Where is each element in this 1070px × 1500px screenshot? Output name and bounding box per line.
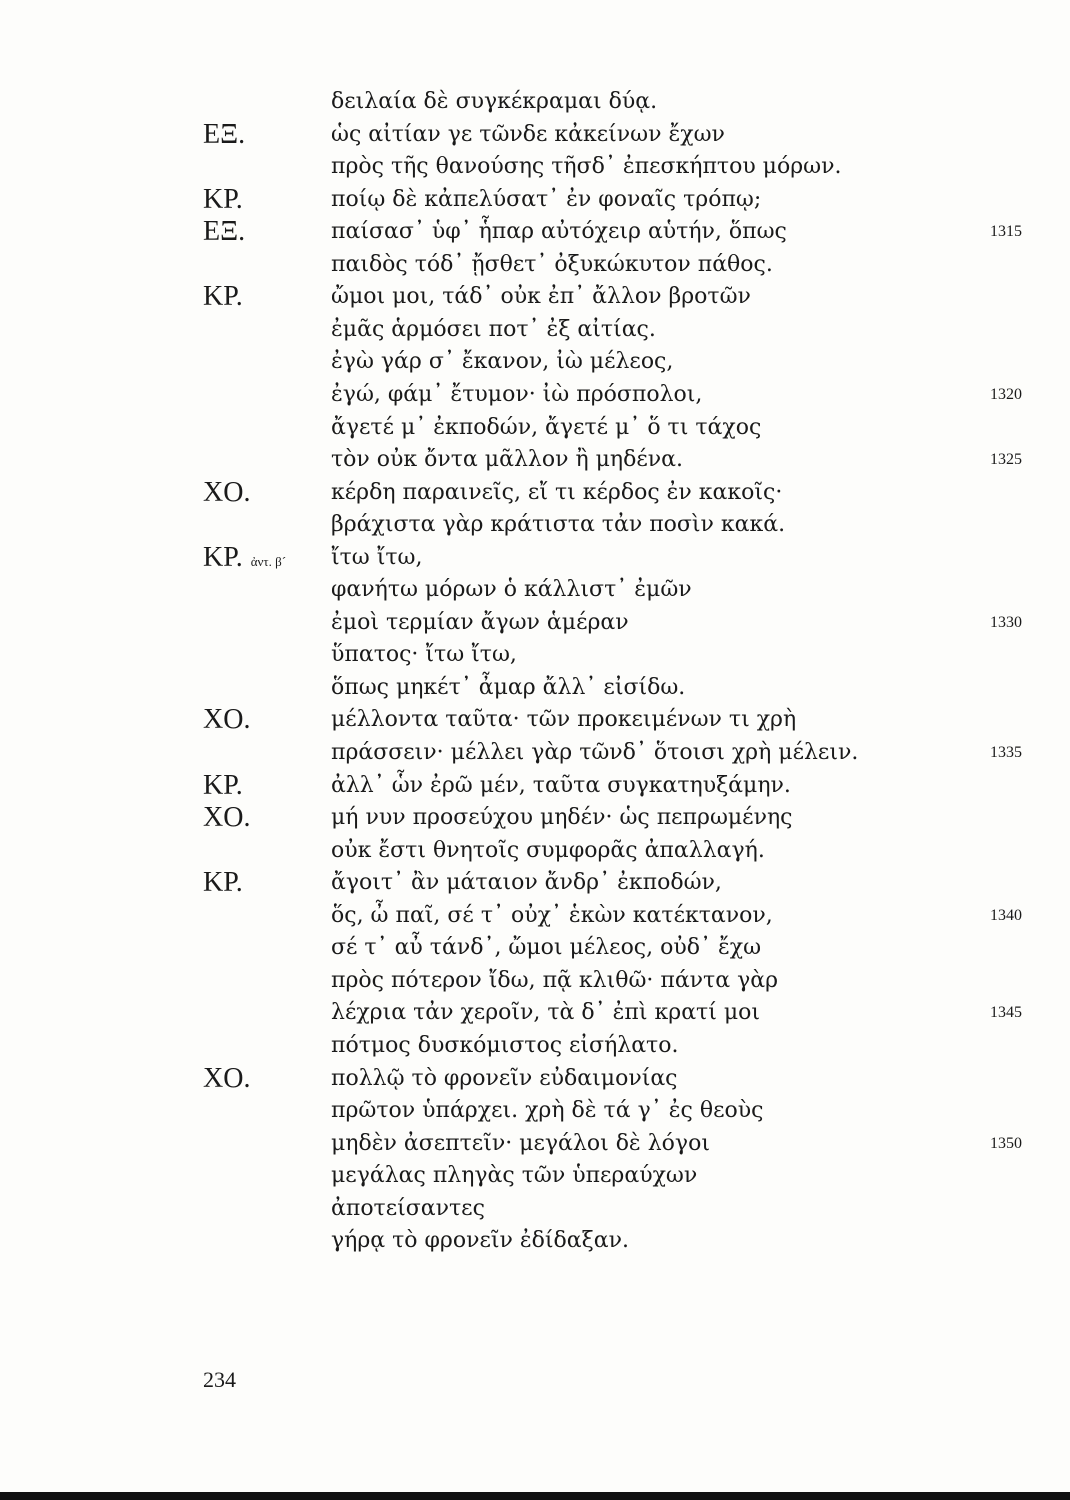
verse-line bbox=[0, 444, 1070, 476]
verse-text: δειλαία δὲ συγκέκραμαι δύᾳ. bbox=[331, 89, 658, 114]
verse-line bbox=[0, 184, 1070, 216]
verse-line bbox=[0, 1030, 1070, 1062]
verse-text: γήρᾳ τὸ φρονεῖν ἐδίδαξαν. bbox=[331, 1228, 629, 1254]
speaker-name: ΚΡ. bbox=[203, 183, 243, 215]
verse-line bbox=[0, 119, 1070, 151]
verse-line bbox=[0, 216, 1070, 248]
verse-text: κέρδη παραινεῖς, εἴ τι κέρδος ἐν κακοῖς· bbox=[331, 479, 783, 505]
verse-line bbox=[0, 314, 1070, 346]
verse-line bbox=[0, 932, 1070, 964]
line-number: 1335 bbox=[990, 744, 1022, 761]
verse-line bbox=[0, 1160, 1070, 1192]
speaker-name: ΚΡ. bbox=[203, 541, 243, 573]
verse-line bbox=[0, 672, 1070, 704]
line-number: 1325 bbox=[990, 451, 1022, 469]
speaker-name: ΧΟ. bbox=[203, 1062, 251, 1094]
verse-text: οὐκ ἔστι θνητοῖς συμφορᾶς ἀπαλλαγή. bbox=[331, 837, 765, 863]
speaker-label bbox=[203, 477, 250, 509]
verse-line bbox=[0, 281, 1070, 313]
verse-line bbox=[0, 835, 1070, 867]
verse-line bbox=[0, 1063, 1070, 1095]
verse-text: πράσσειν· μέλλει γὰρ τῶνδ᾽ ὅτοισι χρὴ μέλειν. bbox=[331, 740, 859, 765]
verse-text: ἐγὼ γάρ σ᾽ ἔκανον, ἰὼ μέλεος, bbox=[331, 349, 674, 375]
verse-text: ἐμᾶς ἁρμόσει ποτ᾽ ἐξ αἰτίας. bbox=[331, 316, 656, 342]
verse-text: πρῶτον ὑπάρχει. χρὴ δὲ τά γ᾽ ἐς θεοὺς bbox=[331, 1098, 764, 1124]
speaker-label bbox=[203, 542, 286, 578]
speaker-label bbox=[203, 770, 243, 802]
verse-line bbox=[0, 737, 1070, 769]
speaker-name: ΧΟ. bbox=[203, 802, 251, 834]
speaker-name: ΧΟ. bbox=[203, 704, 251, 736]
verse-text: φανήτω μόρων ὁ κάλλιστ᾽ ἐμῶν bbox=[331, 577, 692, 603]
verse-line bbox=[0, 86, 1070, 118]
verse-text: μέλλοντα ταῦτα· τῶν προκειμένων τι χρὴ bbox=[331, 707, 797, 733]
verse-line bbox=[0, 1128, 1070, 1160]
line-number: 1345 bbox=[990, 1004, 1022, 1022]
verse-line bbox=[0, 151, 1070, 183]
speaker-label bbox=[203, 119, 245, 151]
speaker-name: ΚΡ. bbox=[203, 281, 243, 313]
verse-text: σέ τ᾽ αὖ τάνδ᾽, ὤμοι μέλεος, οὐδ᾽ ἔχω bbox=[331, 935, 762, 961]
verse-line bbox=[0, 249, 1070, 281]
verse-line bbox=[0, 1095, 1070, 1127]
speaker-label bbox=[203, 184, 243, 216]
verse-text: ποίῳ δὲ κἀπελύσατ᾽ ἐν φοναῖς τρόπῳ; bbox=[331, 186, 762, 212]
verse-text: ἄγετέ μ᾽ ἐκποδών, ἄγετέ μ᾽ ὅ τι τάχος bbox=[331, 414, 762, 440]
verse-line bbox=[0, 477, 1070, 509]
verse-line bbox=[0, 346, 1070, 378]
verse-text: ὤμοι μοι, τάδ᾽ οὐκ ἐπ᾽ ἄλλον βροτῶν bbox=[331, 284, 751, 310]
verse-text: ἀποτείσαντες bbox=[331, 1195, 485, 1221]
speaker-name: ΚΡ. bbox=[203, 867, 243, 899]
verse-line bbox=[0, 412, 1070, 444]
speaker-label bbox=[203, 1063, 250, 1095]
antistrophe-marker: ἀντ. β´ bbox=[250, 553, 287, 569]
verse-text: μηδὲν ἀσεπτεῖν· μεγάλοι δὲ λόγοι bbox=[331, 1130, 710, 1156]
verse-text: ἐμοὶ τερμίαν ἄγων ἁμέραν bbox=[331, 609, 629, 635]
verse-text: ἄγοιτ᾽ ἂν μάταιον ἄνδρ᾽ ἐκποδών, bbox=[331, 870, 722, 896]
verse-line bbox=[0, 574, 1070, 606]
verse-text: ἐγώ, φάμ᾽ ἔτυμον· ἰὼ πρόσπολοι, bbox=[331, 381, 703, 407]
line-number: 1350 bbox=[990, 1134, 1022, 1152]
line-number: 1340 bbox=[990, 906, 1022, 924]
scan-edge bbox=[0, 1492, 1070, 1500]
speaker-name: ΕΞ. bbox=[203, 216, 246, 248]
verse-text: ὕπατος· ἴτω ἴτω, bbox=[331, 642, 517, 668]
verse-line bbox=[0, 379, 1070, 411]
verse-text: πρὸς πότερον ἴδω, πᾷ κλιθῶ· πάντα γὰρ bbox=[331, 967, 779, 993]
verse-line bbox=[0, 802, 1070, 834]
verse-text: παιδὸς τόδ᾽ ᾔσθετ᾽ ὀξυκώκυτον πάθος. bbox=[331, 251, 773, 277]
verse-text: μή νυν προσεύχου μηδέν· ὡς πεπρωμένης bbox=[331, 805, 793, 831]
verse-line bbox=[0, 965, 1070, 997]
verse-text: ὅς, ὦ παῖ, σέ τ᾽ οὐχ᾽ ἑκὼν κατέκτανον, bbox=[331, 902, 773, 928]
verse-text: μεγάλας πληγὰς τῶν ὑπεραύχων bbox=[331, 1163, 698, 1189]
speaker-name: ΚΡ. bbox=[203, 769, 243, 801]
line-number: 1330 bbox=[990, 613, 1022, 631]
verse-line bbox=[0, 639, 1070, 671]
speaker-label bbox=[203, 216, 245, 248]
speaker-label bbox=[203, 867, 243, 899]
verse-line bbox=[0, 509, 1070, 541]
verse-text: πρὸς τῆς θανούσης τῆσδ᾽ ἐπεσκήπτου μόρων. bbox=[331, 154, 842, 180]
verse-line bbox=[0, 900, 1070, 932]
verse-text: ὡς αἰτίαν γε τῶνδε κἀκείνων ἔχων bbox=[331, 121, 725, 147]
verse-text: πότμος δυσκόμιστος εἰσήλατο. bbox=[331, 1032, 679, 1058]
speaker-name: ΧΟ. bbox=[203, 476, 251, 508]
verse-line bbox=[0, 867, 1070, 899]
verse-text: ἴτω ἴτω, bbox=[331, 544, 423, 570]
verse-text: ὅπως μηκέτ᾽ ἆμαρ ἄλλ᾽ εἰσίδω. bbox=[331, 674, 686, 700]
verse-line bbox=[0, 607, 1070, 639]
verse-text: βράχιστα γὰρ κράτιστα τἀν ποσὶν κακά. bbox=[331, 512, 786, 538]
verse-text: τὸν οὐκ ὄντα μᾶλλον ἢ μηδένα. bbox=[331, 447, 683, 473]
verse-text: παίσασ᾽ ὑφ᾽ ἧπαρ αὐτόχειρ αὑτήν, ὅπως bbox=[331, 219, 787, 245]
page-number: 234 bbox=[203, 1367, 236, 1392]
speaker-label bbox=[203, 704, 250, 736]
verse-text: λέχρια τἀν χεροῖν, τὰ δ᾽ ἐπὶ κρατί μοι bbox=[331, 1000, 761, 1026]
speaker-name: ΕΞ. bbox=[203, 118, 246, 150]
speaker-label bbox=[203, 281, 243, 313]
verse-line bbox=[0, 542, 1070, 574]
verse-line bbox=[0, 1225, 1070, 1257]
line-number: 1315 bbox=[990, 223, 1022, 241]
verse-line bbox=[0, 770, 1070, 802]
verse-text: πολλῷ τὸ φρονεῖν εὐδαιμονίας bbox=[331, 1065, 678, 1091]
line-number: 1320 bbox=[990, 385, 1022, 403]
verse-line bbox=[0, 1193, 1070, 1225]
verse-line bbox=[0, 704, 1070, 736]
speaker-label bbox=[203, 802, 250, 834]
verse-line bbox=[0, 997, 1070, 1029]
verse-text: ἀλλ᾽ ὧν ἐρῶ μέν, ταῦτα συγκατηυξάμην. bbox=[331, 772, 791, 798]
